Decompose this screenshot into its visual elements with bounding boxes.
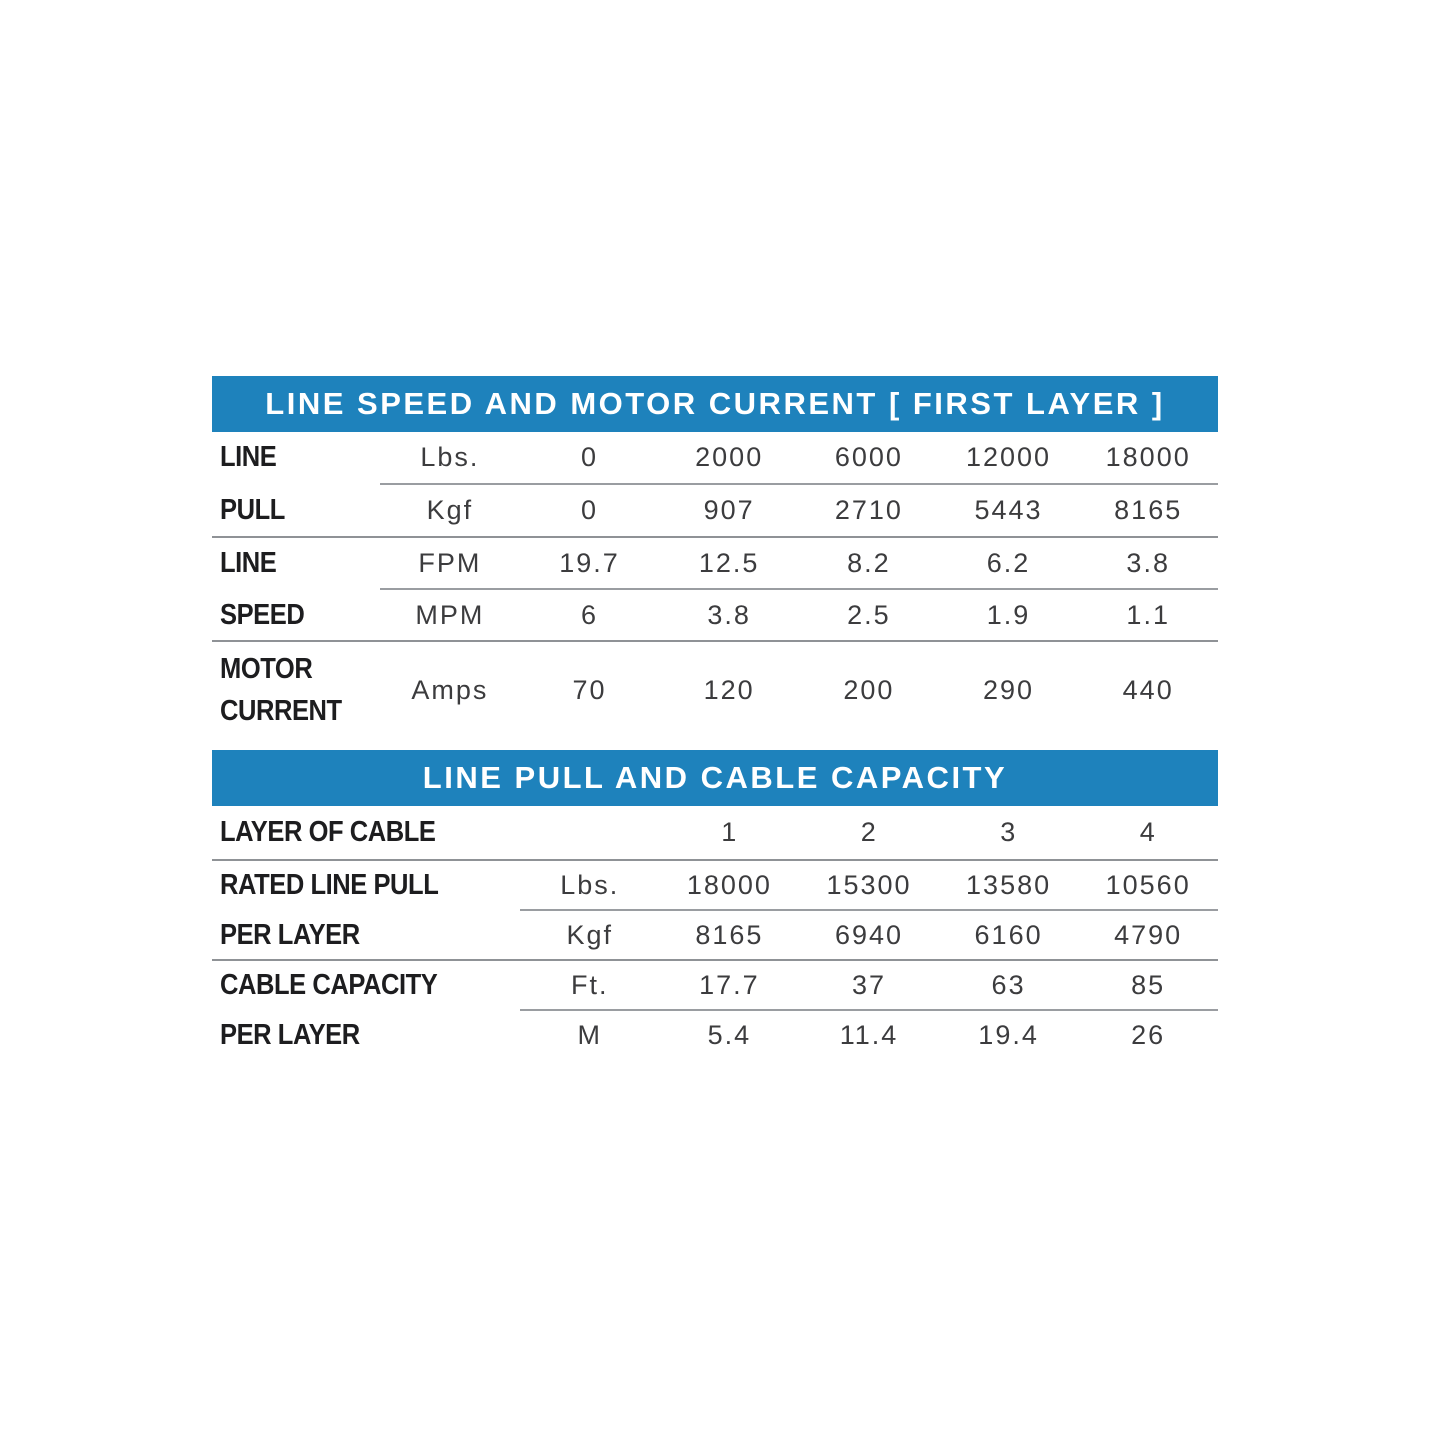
value-cell: 6940: [834, 919, 904, 950]
value-cell: 290: [982, 674, 1035, 705]
table-row-line-speed-mpm: [212, 590, 1218, 640]
table2-title: LINE PULL AND CABLE CAPACITY: [422, 760, 1008, 795]
unit-cell: FPM: [418, 547, 482, 578]
value-cell: 1.9: [986, 599, 1031, 630]
table-row-rated-line-pull-lbs: [212, 861, 1218, 909]
value-cell: 19.4: [978, 1019, 1039, 1050]
value-cell: 4790: [1114, 919, 1183, 950]
value-cell: 8165: [695, 919, 764, 950]
value-cell: 3: [1000, 817, 1018, 847]
unit-cell: M: [577, 1019, 603, 1050]
table-row-motor-current: [212, 642, 1218, 738]
unit-cell: Ft.: [571, 969, 609, 1000]
row-label-line: LINE: [220, 546, 277, 579]
value-cell: 6: [580, 599, 599, 630]
row-label-rated-line-pull: RATED LINE PULL: [220, 868, 439, 901]
table-row-rated-line-pull-kgf: [212, 911, 1218, 959]
value-cell: 26: [1131, 1019, 1166, 1050]
table-row-line-pull-kgf: [212, 485, 1218, 536]
value-cell: 18000: [686, 869, 772, 900]
table2-header-bar: [212, 750, 1218, 806]
value-cell: 120: [703, 674, 755, 705]
unit-cell: Amps: [411, 674, 489, 705]
table-line-pull-cable-capacity: [212, 750, 1218, 1059]
value-cell: 6.2: [986, 547, 1031, 578]
unit-cell: Lbs.: [560, 869, 620, 900]
table-row-cable-capacity-m: [212, 1011, 1218, 1059]
row-label-line: LINE: [220, 441, 277, 473]
unit-cell: Kgf: [566, 919, 614, 950]
value-cell: 17.7: [699, 969, 760, 1000]
value-cell: 8165: [1114, 495, 1183, 525]
value-cell: 10560: [1105, 869, 1191, 900]
row-label-motor-current: MOTOR CURRENT: [220, 653, 342, 727]
value-cell: 0: [580, 442, 599, 472]
unit-cell: MPM: [415, 599, 485, 630]
row-label-per-layer: PER LAYER: [220, 1018, 360, 1051]
table-gap: [212, 738, 1218, 750]
value-cell: 8.2: [847, 547, 891, 578]
value-cell: 2710: [834, 495, 903, 525]
unit-cell: Lbs.: [420, 442, 480, 472]
value-cell: 63: [991, 969, 1026, 1000]
value-cell: 15300: [826, 869, 912, 900]
value-cell: 440: [1122, 674, 1174, 705]
value-cell: 85: [1131, 969, 1166, 1000]
value-cell: 5.4: [707, 1019, 752, 1050]
value-cell: 4: [1139, 817, 1157, 847]
value-cell: 11.4: [839, 1019, 899, 1050]
table1-title: LINE SPEED AND MOTOR CURRENT [ FIRST LAYER ]: [265, 386, 1165, 421]
row-label-per-layer: PER LAYER: [220, 918, 360, 951]
table-row-cable-capacity-ft: [212, 961, 1218, 1009]
value-cell: 907: [703, 495, 755, 525]
table-row-line-pull-lbs: [212, 432, 1218, 483]
value-cell: 18000: [1105, 442, 1191, 472]
value-cell: 3.8: [1126, 547, 1170, 578]
row-label-layer-of-cable: LAYER OF CABLE: [220, 816, 436, 848]
value-cell: 200: [843, 674, 895, 705]
row-label-pull: PULL: [220, 494, 285, 526]
value-cell: 6000: [834, 442, 903, 472]
table-line-speed-motor-current: [212, 376, 1218, 738]
table1-header-bar: [212, 376, 1218, 432]
value-cell: 2: [860, 817, 878, 847]
row-label-speed: SPEED: [220, 598, 305, 631]
value-cell: 2000: [695, 442, 764, 472]
value-cell: 0: [580, 495, 599, 525]
row-label-cable-capacity: CABLE CAPACITY: [220, 968, 438, 1001]
value-cell: 2.5: [847, 599, 891, 630]
value-cell: 12000: [965, 442, 1052, 472]
value-cell: 5443: [974, 495, 1043, 525]
value-cell: 1: [721, 817, 739, 847]
value-cell: 13580: [966, 869, 1052, 900]
value-cell: 6160: [974, 919, 1043, 950]
winch-spec-sheet: [212, 376, 1218, 1059]
value-cell: 19.7: [559, 547, 620, 578]
table-row-layer-of-cable: [212, 806, 1218, 859]
unit-cell: Kgf: [426, 495, 474, 525]
value-cell: 1.1: [1126, 599, 1170, 630]
value-cell: 3.8: [707, 599, 751, 630]
value-cell: 70: [572, 674, 607, 705]
table-row-line-speed-fpm: [212, 538, 1218, 588]
value-cell: 37: [851, 969, 886, 1000]
value-cell: 12.5: [698, 547, 760, 578]
